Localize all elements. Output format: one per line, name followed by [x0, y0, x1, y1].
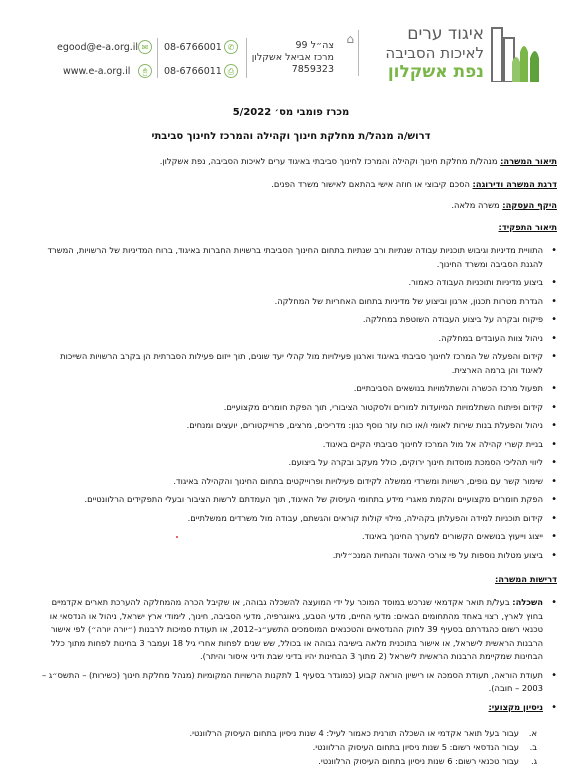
job-description — [22, 154, 557, 168]
org-subtitle: לאיכות הסביבה — [385, 44, 484, 62]
header-divider-3 — [157, 38, 158, 78]
duty-item: • פיקוח ובקרה על ביצוע העבודה השוטפת במחלקה. — [37, 313, 557, 327]
duties-label: תיאור התפקיד: — [498, 222, 557, 232]
duty-item: • בניית קשרי קהילה אל מול המרכז לחינוך סביבתי הקיים באיגוד. — [37, 438, 557, 452]
duty-item: • קידום ופיתוח השתלמויות המיועדות למורים ולסקטור הציבורי, תוך הפקת חומרים מקצועיים. — [37, 401, 557, 415]
header-divider-2 — [246, 38, 247, 78]
phone-icon: ✆ — [224, 40, 238, 54]
experience-option — [37, 740, 537, 754]
experience-letter: ב. — [529, 742, 537, 752]
job-rank-text: הסכם קיבוצי או חוזה אישי בהתאם לאישור משרד הפנים. — [271, 179, 473, 189]
duty-item: • קידום והפעלה של המרכז לחינוך סביבתי באיגוד וארגון פעילויות מול קהלי יעד שונים, תוך ייזום פעילות הסברתית הן בקרב הרשויות השייכות לאיגוד והן ברמה הארצית. — [37, 350, 557, 377]
experience-letter: ג. — [530, 756, 537, 766]
job-rank — [22, 177, 557, 191]
address-street: צה״ל 99 — [295, 40, 334, 51]
duty-item: • שימור קשר עם גופים, רשויות ומשרדי ממשלה לקידום פעילויות ופרוייקטים בתחום החינוך והקהילה באיגוד. — [37, 475, 557, 489]
experience-label: ניסיון מקצועי: — [488, 701, 543, 712]
duty-item: • התוויית מדיניות וגיבוש תוכניות עבודה שנתיות ורב שנתיות בתחום החינוך הסביבתי ברשויות החברות באיגוד, ברוח המדיניות של הרשויות, המשרד להגנת הסביבה ומשרד החינוך. — [37, 244, 557, 271]
org-logo — [365, 22, 540, 84]
duty-item: • ליווי תהליכי הסמכת מוסדות חינוך ירוקים, כולל מעקב ובקרה על ביצועם. — [37, 456, 557, 470]
email-link[interactable]: egood@e-a.org.il — [57, 42, 139, 53]
education-label: השכלה: — [512, 597, 543, 607]
experience-text: עבור טכנאי רשום: 6 שנות ניסיון בתחום העיסוק הרלוונטי. — [318, 756, 519, 766]
job-description-label: תיאור המשרה: — [500, 156, 557, 166]
trees-logo-icon — [490, 22, 540, 82]
experience-option — [37, 726, 537, 740]
job-scope — [22, 198, 557, 212]
job-scope-label: היקף העסקה: — [502, 200, 557, 210]
header-divider — [358, 30, 359, 76]
experience-text: עבור הנדסאי רשום: 5 שנות ניסיון בתחום העיסוק הרלוונטי. — [312, 742, 519, 752]
duty-item: • ניהול צוות העובדים במחלקה. — [37, 332, 557, 346]
experience-text: עבור בעל תואר אקדמי או השכלה תורנית כאמור לעיל: 4 שנות ניסיון בתחום העיסוק הרלוונטי. — [189, 728, 519, 738]
duty-item: • ביצוע מטלות נוספות על פי צורכי האיגוד והנחיות המנכ״לית. — [37, 549, 557, 563]
website-link[interactable]: www.e-a.org.il — [63, 66, 131, 77]
duty-item: • הגדרת מטרות תכנון, ארגון וביצוע של מדיניות בתחום האחריות של המחלקה. — [37, 295, 557, 309]
org-city: נפת אשקלון — [387, 62, 484, 82]
email-icon: ✉ — [138, 40, 152, 54]
address — [242, 40, 334, 76]
fax-icon: ⎙ — [224, 64, 238, 78]
education-item — [37, 596, 557, 664]
duties-list — [37, 244, 557, 562]
home-icon: ⌂ — [346, 32, 354, 46]
job-rank-label: דרגת המשרה ודירוגה: — [472, 179, 557, 189]
address-center: מרכז אביאל אשקלון — [251, 52, 334, 63]
job-scope-text: משרה מלאה. — [451, 200, 503, 210]
web-icon: 🖰 — [138, 64, 152, 78]
duty-item: • תפעול מרכז הכשרה והשתלמויות בנושאים הסביבתיים. — [37, 382, 557, 396]
org-name: איגוד ערים — [407, 24, 484, 44]
certificate-item: • תעודת הוראה, תעודת הסמכה או רישיון הוראה קבוע (כמוגדר בסעיף 1 לתקנות הרשויות המקומיות (מנהל מחלקת חינוך (כשירות) – התשס״ג – 2003 – חובה). — [37, 669, 557, 696]
duty-item: • הפקת חומרים מקצועיים והקמת מאגרי מידע בתחומי העיסוק של האיגוד, תוך העמדתם לרשות הציבור ובעלי התפקידים הרלוונטיים. — [37, 493, 557, 507]
duty-item: • ניהול והפעלת בנות שירות לאומי ו/או כוח עזר נוסף כגון: מדריכים, מרצים, פרוייקטורים, יועצים ומנחים. — [37, 419, 557, 433]
duty-item: • ביצוע מדיניות ותוכניות העבודה כאמור. — [37, 276, 557, 290]
experience-letter: א. — [528, 728, 537, 738]
education-text: בעל/ת תואר אקדמאי שנרכש במוסד המוכר על ידי המועצה להשכלה גבוהה, או שקיבל הכרה מהמחלקה להערכת תארים אקדמיים בחוץ לארץ, רצוי באחד מהתחומים הבאים: מדעי החיים, מדעי הטבע, גיאוגרפיה, מדעי הסביבה, חינוך, לימודי ארץ ישראל, ניהול או הנדסאי או טכנאי רשום כהגדרתם בסעיף 39 לחוק ההנדסאים והטכנאים המוסמכים התשע״ג–2012, או תעודת סמיכות לרבנות (״יורה יורה״) לפי אישור הרבנות הראשית לישראל, או אישור בתוכנית מלאה בישיבה גבוהה או בכולל, שש שנים לפחות אחרי גיל 18 ועמבר 3 בחינות לפחות מתוך כלל הבחינות שמקיימת הרבנות הראשית לישראל (2 מתוך 3 הבחינות יהיו בדיני שבת ודיני איסור והיתר). — [49, 597, 543, 661]
requirements-list — [37, 596, 557, 714]
job-description-text: מנהל/ת מחלקת חינוך וקהילה והמרכז לחינוך סביבתי באיגוד ערים לאיכות הסביבה, נפת אשקלון. — [159, 156, 501, 166]
experience-option — [37, 754, 537, 768]
requirements-heading: דרישות המשרה: — [494, 574, 557, 584]
duties-heading — [22, 220, 557, 234]
tender-title: מכרז פומבי מס׳ 5/2022 — [232, 107, 350, 118]
experience-item — [37, 701, 557, 715]
experience-list — [37, 726, 537, 768]
phone-number: 08-6766001 — [164, 42, 222, 53]
fax-number: 08-6766011 — [164, 66, 222, 77]
stray-mark — [176, 536, 178, 538]
position-title: דרוש/ה מנהל/ת מחלקת חינוך וקהילה והמרכז לחינוך סביבתי — [151, 131, 431, 142]
duty-item: • קידום תוכניות למידה והפעלתן בקהילה, מילוי קולות קוראים והגשתם, עבודה מול משרדים ממשלתיים. — [37, 512, 557, 526]
duty-item: • ייצוג וייעוץ בנושאים הקשורים למערך החינוך באיגוד. — [37, 530, 557, 544]
letterhead — [0, 0, 582, 100]
address-zip: 7859323 — [291, 64, 334, 75]
